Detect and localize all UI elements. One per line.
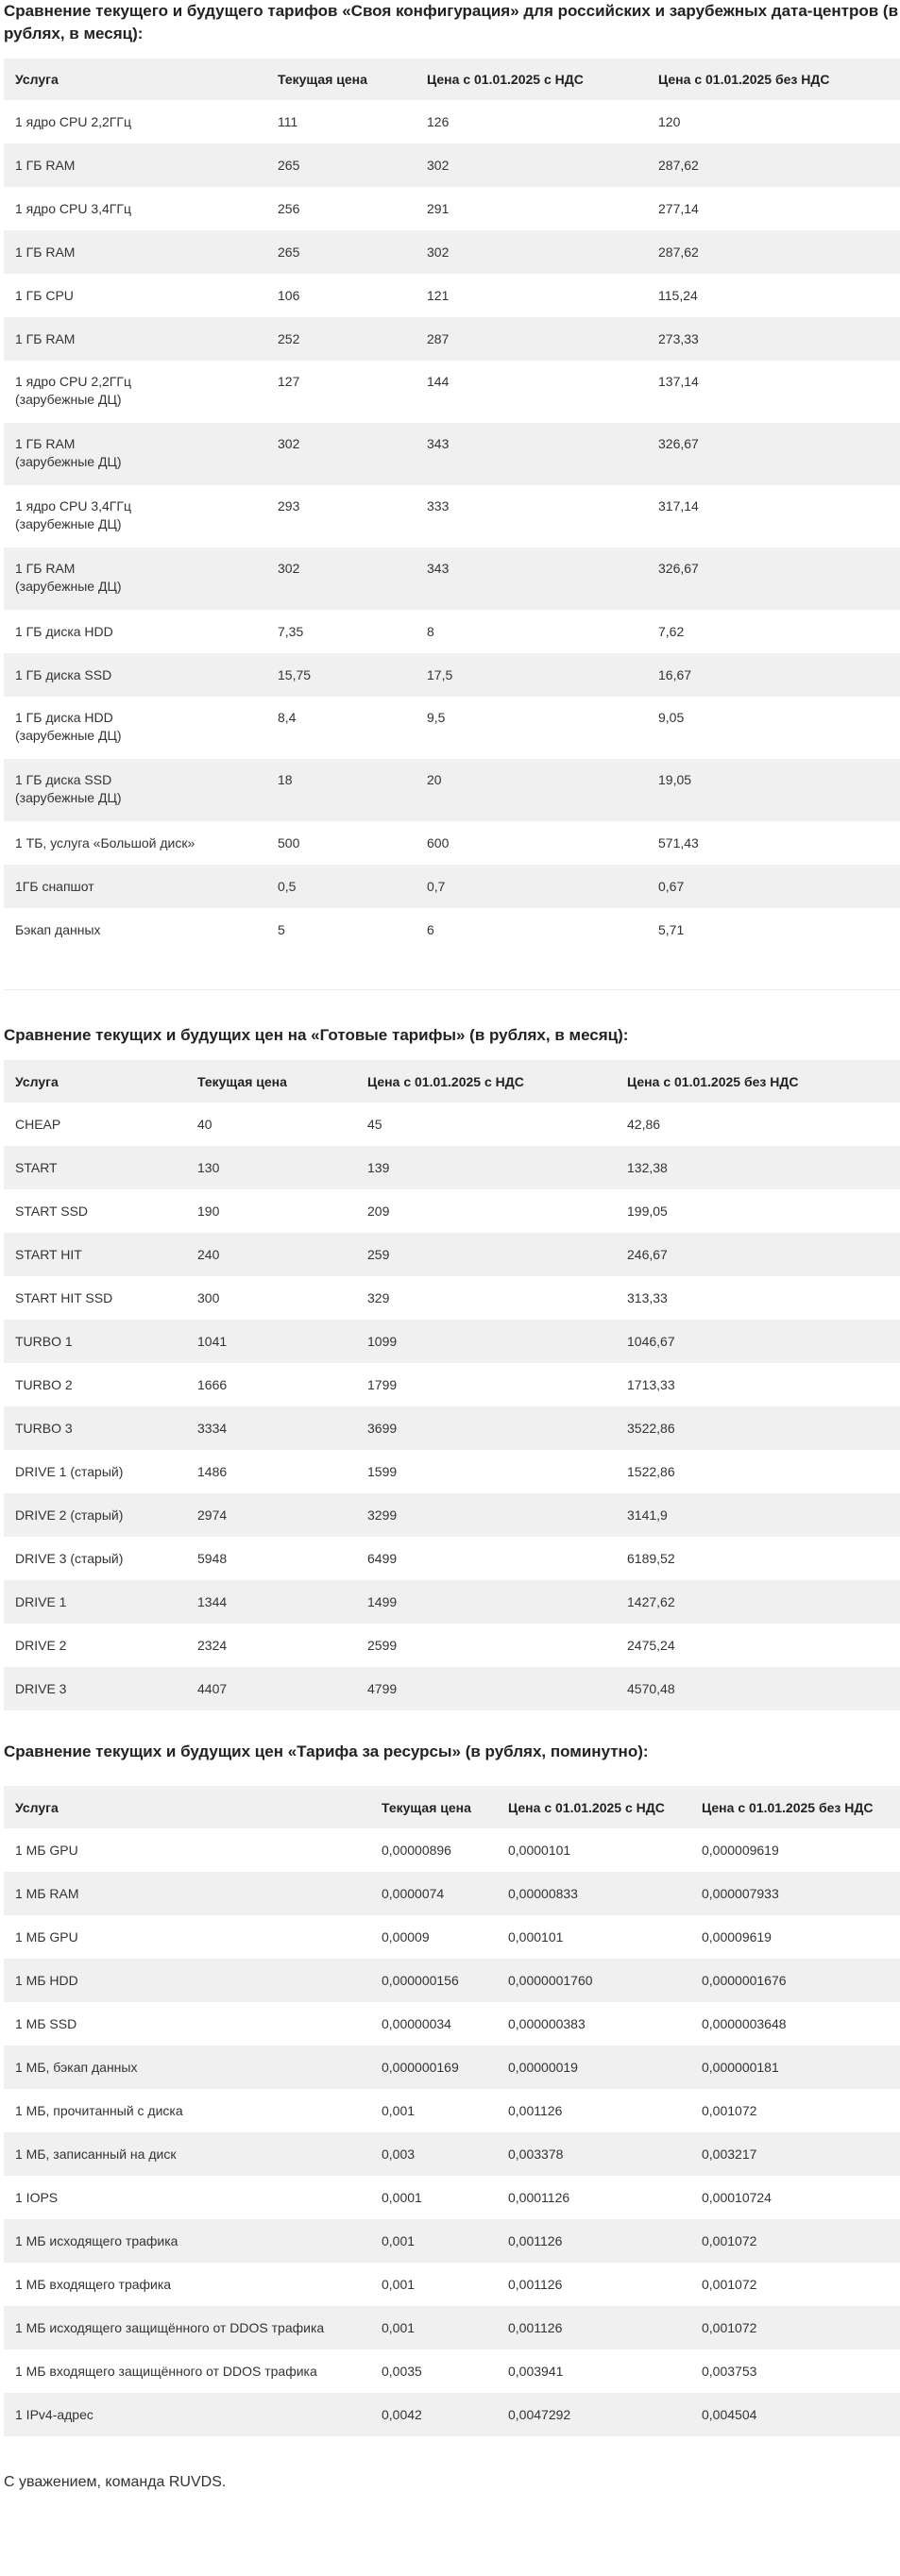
table-cell: 1 МБ HDD xyxy=(15,1972,78,1988)
table-cell: 287 xyxy=(427,330,450,346)
table-cell: 0,00000019 xyxy=(508,2059,578,2075)
table-cell: 317,14 xyxy=(658,498,699,514)
table-cell: 127 xyxy=(278,374,300,389)
table-cell: DRIVE 2 (старый) xyxy=(15,1507,124,1523)
table-cell: 287,62 xyxy=(658,244,699,260)
table-cell: 1 МБ исходящего защищённого от DDOS трафика xyxy=(15,2319,325,2335)
table-cell: 106 xyxy=(278,287,300,303)
table-cell: 7,62 xyxy=(658,623,685,639)
col-header-price-without-vat: Цена с 01.01.2025 без НДС xyxy=(627,1073,799,1089)
table-cell: 0,000000383 xyxy=(508,2015,586,2031)
table-row xyxy=(4,230,900,274)
table-cell: 0,000007933 xyxy=(702,1885,779,1901)
table-cell: 20 xyxy=(427,772,442,787)
table-cell: DRIVE 1 xyxy=(15,1593,67,1609)
table-row xyxy=(4,1537,900,1580)
table-cell: 6189,52 xyxy=(627,1550,675,1566)
table-cell: 130 xyxy=(197,1159,220,1175)
table-cell: 0,001 xyxy=(382,2102,416,2118)
table-row xyxy=(4,2349,900,2393)
table-cell: 126 xyxy=(427,113,450,129)
col-header-current-price: Текущая цена xyxy=(382,1799,471,1815)
table-cell: 1599 xyxy=(367,1463,398,1479)
table-cell: 0,001126 xyxy=(508,2276,563,2292)
table-cell: 137,14 xyxy=(658,374,699,389)
table-cell: 1 ГБ диска HDD (зарубежные ДЦ) xyxy=(15,710,122,743)
document xyxy=(4,0,900,2491)
table-cell: 5 xyxy=(278,921,285,937)
table-row xyxy=(4,697,900,759)
table-cell: 19,05 xyxy=(658,772,692,787)
table-cell: 199,05 xyxy=(627,1203,668,1219)
table-cell: 0,003217 xyxy=(702,2146,757,2162)
table-row xyxy=(4,610,900,653)
table-row xyxy=(4,361,900,423)
table-cell: 0,0000001676 xyxy=(702,1972,787,1988)
table-cell: 1099 xyxy=(367,1333,398,1349)
table-row xyxy=(4,1580,900,1624)
table-row xyxy=(4,1103,900,1146)
col-header-service: Услуга xyxy=(15,1799,59,1815)
table-cell: 246,67 xyxy=(627,1246,668,1262)
table-cell: 0,001 xyxy=(382,2319,416,2335)
table-cell: 326,67 xyxy=(658,561,699,576)
col-header-price-without-vat: Цена с 01.01.2025 без НДС xyxy=(702,1799,874,1815)
table-cell: TURBO 3 xyxy=(15,1420,73,1436)
table-cell: 0,0000101 xyxy=(508,1842,571,1858)
table-cell: TURBO 2 xyxy=(15,1376,73,1392)
table-row xyxy=(4,821,900,865)
table-cell: 0,003941 xyxy=(508,2363,564,2379)
table-cell: 0,0001 xyxy=(382,2189,422,2205)
table-row xyxy=(4,2306,900,2349)
table-cell: 4799 xyxy=(367,1680,398,1696)
table-cell: 1 МБ, записанный на диск xyxy=(15,2146,177,2162)
table-row xyxy=(4,1624,900,1667)
table-cell: CHEAP xyxy=(15,1116,61,1132)
table-cell: 1 IPv4-адрес xyxy=(15,2406,93,2422)
table-cell: 287,62 xyxy=(658,157,699,173)
table-cell: 0,001 xyxy=(382,2232,416,2248)
resource-tariff-table xyxy=(4,1786,900,2436)
table-cell: 1713,33 xyxy=(627,1376,675,1392)
col-header-price-without-vat: Цена с 01.01.2025 без НДС xyxy=(658,72,830,87)
table-cell: 0,001126 xyxy=(508,2232,563,2248)
col-header-service: Услуга xyxy=(15,72,59,87)
table-cell: 1344 xyxy=(197,1593,228,1609)
table-cell: 1 МБ, прочитанный с диска xyxy=(15,2102,183,2118)
table-cell: 139 xyxy=(367,1159,390,1175)
table-cell: 7,35 xyxy=(278,623,304,639)
col-header-price-with-vat: Цена с 01.01.2025 с НДС xyxy=(367,1073,524,1089)
table-cell: 209 xyxy=(367,1203,390,1219)
table-cell: 1 ГБ диска SSD (зарубежные ДЦ) xyxy=(15,772,122,805)
table-cell: 0,001072 xyxy=(702,2232,757,2248)
divider xyxy=(4,989,900,990)
table-cell: 277,14 xyxy=(658,200,699,216)
table-cell: 6 xyxy=(427,921,434,937)
table-cell: 1427,62 xyxy=(627,1593,675,1609)
table-cell: 1 ГБ CPU xyxy=(15,287,74,303)
table-cell: 5948 xyxy=(197,1550,228,1566)
table-cell: TURBO 1 xyxy=(15,1333,73,1349)
table-cell: 293 xyxy=(278,498,300,514)
table-cell: 0,004504 xyxy=(702,2406,757,2422)
table-row xyxy=(4,1450,900,1493)
table-cell: 0,67 xyxy=(658,878,685,894)
table-row xyxy=(4,1828,900,1872)
table-cell: 273,33 xyxy=(658,330,699,346)
table-row xyxy=(4,2089,900,2132)
table-cell: 1 ГБ RAM (зарубежные ДЦ) xyxy=(15,436,122,469)
table-cell: 0,0047292 xyxy=(508,2406,571,2422)
table-row xyxy=(4,1406,900,1450)
table-cell: DRIVE 2 xyxy=(15,1637,67,1653)
table-cell: 132,38 xyxy=(627,1159,668,1175)
table-cell: 600 xyxy=(427,834,450,850)
table-cell: 1 ядро CPU 2,2ГГц (зарубежные ДЦ) xyxy=(15,374,131,407)
table-row xyxy=(4,423,900,485)
table-cell: 265 xyxy=(278,244,300,260)
table-cell: 240 xyxy=(197,1246,220,1262)
table-cell: 0,000000156 xyxy=(382,1972,459,1988)
table-cell: 1522,86 xyxy=(627,1463,675,1479)
table-cell: 1 ГБ RAM (зарубежные ДЦ) xyxy=(15,561,122,594)
table-cell: 1 ТБ, услуга «Большой диск» xyxy=(15,834,195,850)
table-cell: 1 МБ входящего трафика xyxy=(15,2276,172,2292)
table-cell: 0,00009 xyxy=(382,1928,430,1945)
table-cell: 1486 xyxy=(197,1463,228,1479)
table-cell: 302 xyxy=(278,561,300,576)
table-cell: 0,001072 xyxy=(702,2319,757,2335)
table-cell: 0,000000181 xyxy=(702,2059,779,2075)
table-cell: 302 xyxy=(278,436,300,451)
table-row xyxy=(4,2263,900,2306)
table-cell: 1 ядро CPU 3,4ГГц xyxy=(15,200,131,216)
table-cell: 120 xyxy=(658,113,681,129)
table-cell: 0,001126 xyxy=(508,2319,563,2335)
table-cell: 4407 xyxy=(197,1680,228,1696)
table-row xyxy=(4,1915,900,1959)
col-header-current-price: Текущая цена xyxy=(278,72,367,87)
table-cell: 17,5 xyxy=(427,666,453,682)
table-row xyxy=(4,908,900,951)
table-cell: 0,0000074 xyxy=(382,1885,445,1901)
table-header-row xyxy=(4,59,900,100)
table-cell: START HIT xyxy=(15,1246,82,1262)
table-cell: 0,0000001760 xyxy=(508,1972,593,1988)
table-cell: 0,001126 xyxy=(508,2102,563,2118)
table-cell: 8,4 xyxy=(278,710,297,725)
table-cell: 0,00000034 xyxy=(382,2015,451,2031)
table-cell: 259 xyxy=(367,1246,390,1262)
section-title-custom-config: Сравнение текущего и будущего тарифов «Своя конфигурация» для российских и зарубежных дата-центров (в рублях, в месяц): xyxy=(4,2,899,42)
table-cell: 2599 xyxy=(367,1637,398,1653)
table-row xyxy=(4,1233,900,1276)
table-cell: START xyxy=(15,1159,58,1175)
table-cell: 571,43 xyxy=(658,834,699,850)
table-cell: 300 xyxy=(197,1289,220,1305)
table-cell: 0,00009619 xyxy=(702,1928,772,1945)
table-cell: 0,00000833 xyxy=(508,1885,578,1901)
table-cell: 3522,86 xyxy=(627,1420,675,1436)
table-cell: 1 МБ GPU xyxy=(15,1842,78,1858)
table-cell: 2475,24 xyxy=(627,1637,675,1653)
table-row xyxy=(4,2393,900,2436)
table-row xyxy=(4,865,900,908)
table-cell: 1ГБ снапшот xyxy=(15,878,94,894)
table-cell: 1 ГБ диска SSD xyxy=(15,666,112,682)
table-cell: 16,67 xyxy=(658,666,692,682)
table-cell: 0,0042 xyxy=(382,2406,422,2422)
table-cell: 15,75 xyxy=(278,666,312,682)
table-cell: 4570,48 xyxy=(627,1680,675,1696)
table-cell: 1666 xyxy=(197,1376,228,1392)
table-cell: 0,5 xyxy=(278,878,297,894)
table-cell: 1 ГБ RAM xyxy=(15,244,76,260)
table-cell: 252 xyxy=(278,330,300,346)
table-cell: 1499 xyxy=(367,1593,398,1609)
table-cell: 111 xyxy=(278,113,298,129)
table-cell: 0,003753 xyxy=(702,2363,757,2379)
table-cell: 265 xyxy=(278,157,300,173)
table-cell: 42,86 xyxy=(627,1116,661,1132)
table-cell: 1799 xyxy=(367,1376,398,1392)
table-cell: 3141,9 xyxy=(627,1507,668,1523)
table-row xyxy=(4,2046,900,2089)
table-cell: 5,71 xyxy=(658,921,685,937)
table-cell: 1 ядро CPU 2,2ГГц xyxy=(15,113,131,129)
table-cell: 302 xyxy=(427,157,450,173)
table-cell: 18 xyxy=(278,772,293,787)
table-cell: START HIT SSD xyxy=(15,1289,113,1305)
table-header-row xyxy=(4,1786,900,1828)
table-cell: 1 МБ входящего защищённого от DDOS трафика xyxy=(15,2363,317,2379)
table-cell: 3334 xyxy=(197,1420,228,1436)
table-cell: 1 МБ исходящего трафика xyxy=(15,2232,178,2248)
table-cell: 40 xyxy=(197,1116,212,1132)
table-cell: 500 xyxy=(278,834,300,850)
table-row xyxy=(4,100,900,143)
table-cell: 9,05 xyxy=(658,710,685,725)
table-row xyxy=(4,2132,900,2176)
col-header-price-with-vat: Цена с 01.01.2025 с НДС xyxy=(508,1799,665,1815)
table-cell: 0,001072 xyxy=(702,2276,757,2292)
table-cell: 1 МБ, бэкап данных xyxy=(15,2059,138,2075)
table-row xyxy=(4,653,900,697)
table-cell: 326,67 xyxy=(658,436,699,451)
table-cell: 9,5 xyxy=(427,710,446,725)
table-row xyxy=(4,1320,900,1363)
table-row xyxy=(4,317,900,361)
table-cell: 1 ГБ RAM xyxy=(15,157,76,173)
table-cell: 3699 xyxy=(367,1420,398,1436)
table-cell: 1041 xyxy=(197,1333,228,1349)
table-row xyxy=(4,485,900,547)
table-row xyxy=(4,1276,900,1320)
table-cell: 8 xyxy=(427,623,434,639)
table-cell: 121 xyxy=(427,287,450,303)
table-row xyxy=(4,1959,900,2002)
table-cell: DRIVE 1 (старый) xyxy=(15,1463,124,1479)
table-row xyxy=(4,1363,900,1406)
table-cell: 0,001072 xyxy=(702,2102,757,2118)
table-cell: 0,003378 xyxy=(508,2146,564,2162)
table-cell: 0,00000896 xyxy=(382,1842,451,1858)
custom-config-table xyxy=(4,59,900,951)
table-row xyxy=(4,1493,900,1537)
table-cell: 0,0000003648 xyxy=(702,2015,787,2031)
signature: С уважением, команда RUVDS. xyxy=(4,2474,227,2490)
table-cell: 144 xyxy=(427,374,450,389)
table-cell: 6499 xyxy=(367,1550,398,1566)
table-cell: DRIVE 3 xyxy=(15,1680,67,1696)
table-cell: 0,003 xyxy=(382,2146,416,2162)
table-cell: 1 IOPS xyxy=(15,2189,59,2205)
table-cell: 2324 xyxy=(197,1637,228,1653)
table-cell: Бэкап данных xyxy=(15,921,101,937)
table-row xyxy=(4,1872,900,1915)
table-cell: 0,000009619 xyxy=(702,1842,779,1858)
table-cell: 329 xyxy=(367,1289,390,1305)
table-cell: 291 xyxy=(427,200,450,216)
table-header-row xyxy=(4,1060,900,1103)
table-cell: 0,000101 xyxy=(508,1928,564,1945)
table-row xyxy=(4,1667,900,1710)
col-header-price-with-vat: Цена с 01.01.2025 с НДС xyxy=(427,72,584,87)
ready-tariffs-table xyxy=(4,1060,900,1710)
table-cell: 1 ядро CPU 3,4ГГц (зарубежные ДЦ) xyxy=(15,498,131,531)
table-cell: 343 xyxy=(427,436,450,451)
table-row xyxy=(4,274,900,317)
table-row xyxy=(4,2219,900,2263)
table-cell: 3299 xyxy=(367,1507,398,1523)
table-row xyxy=(4,547,900,610)
table-row xyxy=(4,2176,900,2219)
table-cell: 1 ГБ RAM xyxy=(15,330,76,346)
table-cell: 0,00010724 xyxy=(702,2189,772,2205)
table-cell: 1 МБ RAM xyxy=(15,1885,79,1901)
table-cell: START SSD xyxy=(15,1203,89,1219)
table-cell: 115,24 xyxy=(658,287,698,303)
table-cell: 1 ГБ диска HDD xyxy=(15,623,113,639)
table-row xyxy=(4,143,900,187)
table-cell: 0,7 xyxy=(427,878,446,894)
table-cell: 333 xyxy=(427,498,450,514)
table-row xyxy=(4,2002,900,2046)
table-row xyxy=(4,759,900,821)
table-cell: 2974 xyxy=(197,1507,228,1523)
section-title-ready-tariffs: Сравнение текущих и будущих цен на «Готовые тарифы» (в рублях, в месяц): xyxy=(4,1026,629,1044)
table-row xyxy=(4,1189,900,1233)
table-cell: 190 xyxy=(197,1203,220,1219)
col-header-service: Услуга xyxy=(15,1073,59,1089)
table-cell: 256 xyxy=(278,200,300,216)
table-row xyxy=(4,1146,900,1189)
table-cell: 0,0001126 xyxy=(508,2189,570,2205)
table-cell: 1 МБ SSD xyxy=(15,2015,77,2031)
table-cell: 0,000000169 xyxy=(382,2059,459,2075)
table-cell: 0,001 xyxy=(382,2276,416,2292)
table-cell: 302 xyxy=(427,244,450,260)
table-cell: 343 xyxy=(427,561,450,576)
table-cell: 1046,67 xyxy=(627,1333,675,1349)
col-header-current-price: Текущая цена xyxy=(197,1073,287,1089)
table-cell: 45 xyxy=(367,1116,382,1132)
table-cell: DRIVE 3 (старый) xyxy=(15,1550,124,1566)
section-title-resource-tariff: Сравнение текущих и будущих цен «Тарифа за ресурсы» (в рублях, поминутно): xyxy=(4,1743,649,1760)
table-cell: 1 МБ GPU xyxy=(15,1928,78,1945)
table-cell: 313,33 xyxy=(627,1289,668,1305)
table-cell: 0,0035 xyxy=(382,2363,422,2379)
table-row xyxy=(4,187,900,230)
